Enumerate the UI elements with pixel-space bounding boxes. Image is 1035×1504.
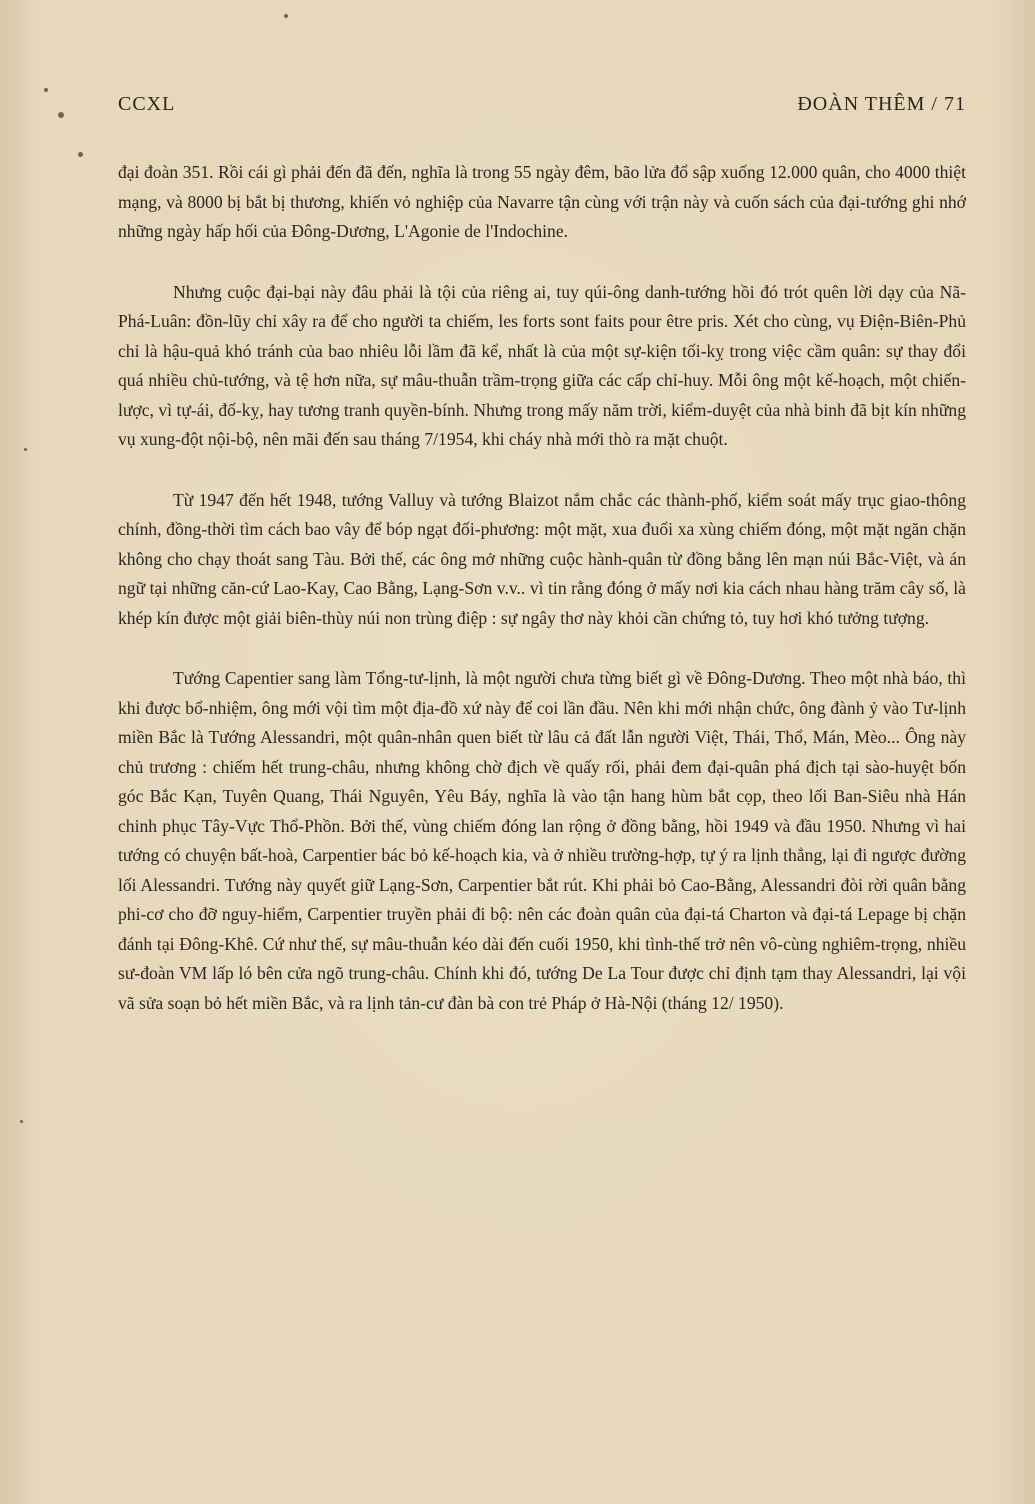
running-header (118, 93, 966, 123)
book-section-number: CCXL (118, 93, 176, 115)
ink-speck (58, 112, 64, 118)
paragraph-2: Nhưng cuộc đại-bại này đâu phải là tội của riêng ai, tuy qúi-ông danh-tướng hồi đó trót quên lời dạy của Nã-Phá-Luân: đồn-lũy chỉ xây ra để cho người ta chiếm, les forts sont faits pour être pris. Xét cho cùng, vụ Điện-Biên-Phủ chỉ là hậu-quả khó tránh của bao nhiêu lỗi lầm đã kể, nhất là của một sự-kiện tối-kỵ trong việc cầm quân: sự thay đổi quá nhiều chủ-tướng, và tệ hơn nữa, sự mâu-thuẫn trầm-trọng giữa các cấp chỉ-huy. Mỗi ông một kế-hoạch, một chiến-lược, vì tự-ái, đố-kỵ, hay tương tranh quyền-bính. Nhưng trong mấy năm trời, kiểm-duyệt của nhà binh đã bịt kín những vụ xung-đột nội-bộ, nên mãi đến sau tháng 7/1954, khi cháy nhà mới thò ra mặt chuột. (118, 281, 966, 449)
ink-speck (24, 448, 27, 451)
paragraph-3: Từ 1947 đến hết 1948, tướng Valluy và tướng Blaizot nắm chắc các thành-phố, kiểm soát mấy trục giao-thông chính, đồng-thời tìm cách bao vây để bóp ngạt đối-phương: một mặt, xua đuổi xa xùng chiếm đóng, một mặt ngăn chặn không cho chạy thoát sang Tàu. Bởi thế, các ông mở những cuộc hành-quân từ đồng bằng lên mạn núi Bắc-Việt, và án ngữ tại những căn-cứ Lao-Kay, Cao Bằng, Lạng-Sơn v.v.. vì tin rằng đóng ở mấy nơi kia cách nhau hàng trăm cây số, là khép kín được một giải biên-thùy núi non trùng điệp : sự ngây thơ này khỏi cần chứng tỏ, tuy hơi khó tưởng tượng. (118, 489, 966, 628)
body-text (118, 158, 966, 1018)
ink-speck (284, 14, 288, 18)
author-page-number: ĐOÀN THÊM / 71 (797, 93, 966, 115)
ink-speck (44, 88, 48, 92)
paragraph-4: Tướng Capentier sang làm Tổng-tư-lịnh, là một người chưa từng biết gì về Đông-Dương. Theo một nhà báo, thì khi được bổ-nhiệm, ông mới vội tìm một địa-đồ xứ này để coi lần đầu. Nên khi mới nhận chức, ông đành ỷ vào Tư-lịnh miền Bắc là Tướng Alessandri, một quân-nhân quen biết từ lâu cả đất lẫn người Việt, Thái, Thổ, Mán, Mèo... Ông này chủ trương : chiếm hết trung-châu, nhưng không chờ địch về quấy rối, phải đem đại-quân phá địch tại sào-huyệt bốn góc Bắc Kạn, Tuyên Quang, Thái Nguyên, Yêu Báy, nghĩa là vào tận hang hùm bắt cọp, theo lối Ban-Siêu nhà Hán chinh phục Tây-Vực Thổ-Phồn. Bởi thế, vùng chiếm đóng lan rộng ở đồng bằng, hồi 1949 và đầu 1950. Nhưng vì hai tướng có chuyện bất-hoà, Carpentier bác bỏ kế-hoạch kia, và ở nhiều trường-hợp, tự ý ra lịnh thẳng, lại đi ngược đường lối Alessandri. Tướng này quyết giữ Lạng-Sơn, Carpentier bắt rút. Khi phải bỏ Cao-Bằng, Alessandri đòi rời quân bằng phi-cơ cho đỡ nguy-hiểm, Carpentier truyền phải đi bộ: nên các đoàn quân của đại-tá Charton và đại-tá Lepage bị chặn đánh tại Đông-Khê. Cứ như thế, sự mâu-thuẫn kéo dài đến cuối 1950, khi tình-thế trở nên vô-cùng nghiêm-trọng, nhiều sư-đoàn VM lấp ló bên cửa ngõ trung-châu. Chính khi đó, tướng De La Tour được chỉ định tạm thay Alessandri, lại vội vã sửa soạn bỏ hết miền Bắc, và ra lịnh tản-cư đàn bà con trẻ Pháp ở Hà-Nội (tháng 12/ 1950). (118, 668, 966, 1013)
ink-speck (78, 152, 83, 157)
ink-speck (20, 1120, 23, 1123)
paragraph-1: đại đoàn 351. Rồi cái gì phải đến đã đến, nghĩa là trong 55 ngày đêm, bão lửa đổ sập xuống 12.000 quân, cho 4000 thiệt mạng, và 8000 bị bắt bị thương, khiến vỏ nghiệp của Navarre tận cùng với trận này và cuốn sách của đại-tướng ghi nhớ những ngày hấp hối của Đông-Dương, L'Agonie de l'Indochine. (118, 162, 966, 241)
